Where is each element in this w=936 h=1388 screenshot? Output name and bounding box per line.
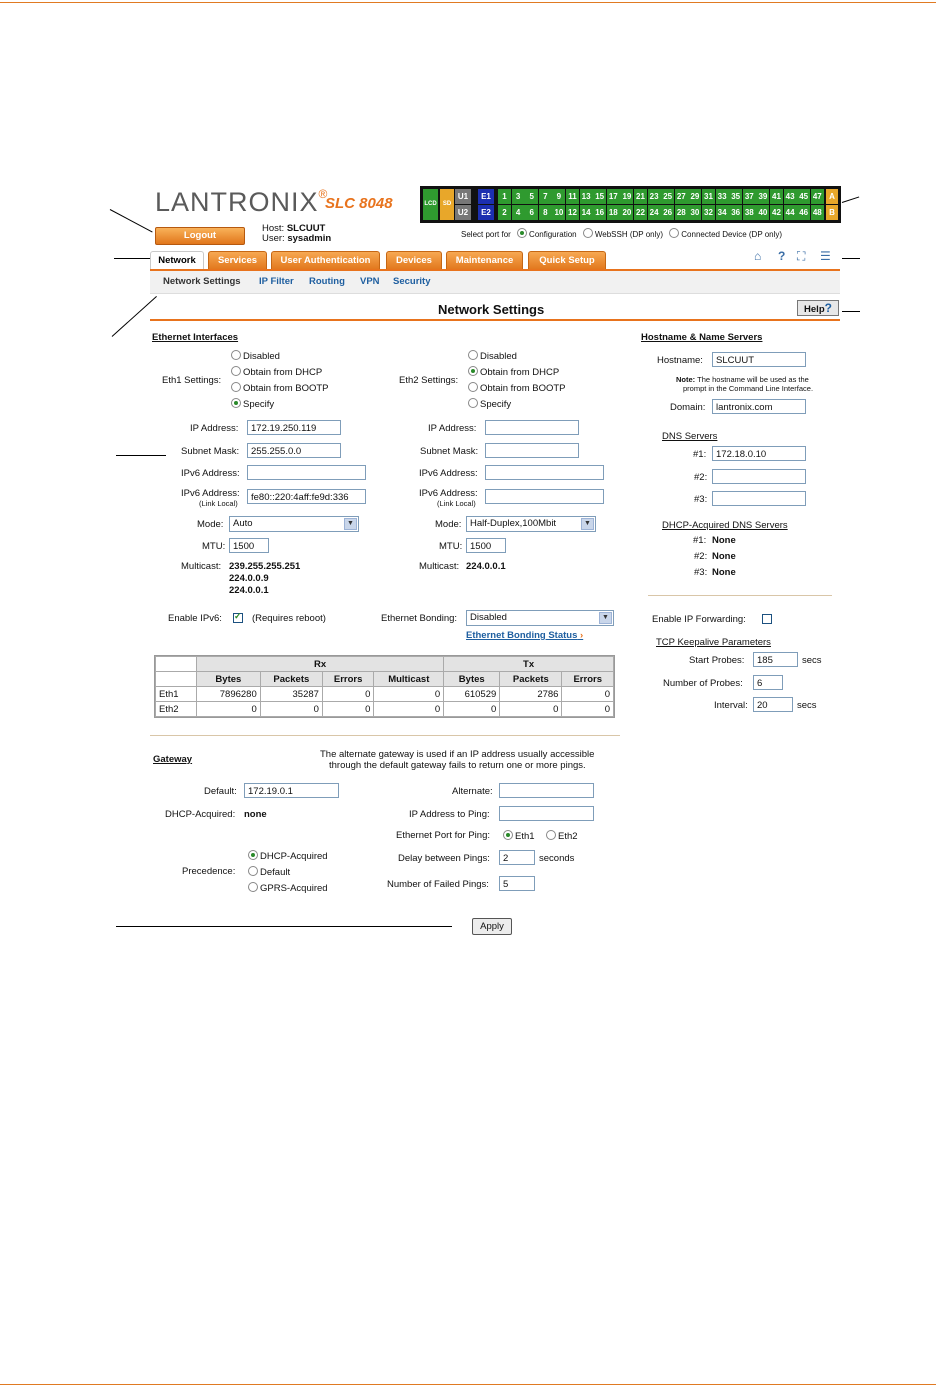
radio-connected-device[interactable] bbox=[669, 228, 679, 238]
cell: 0 bbox=[444, 702, 500, 717]
subnav-ip-filter[interactable]: IP Filter bbox=[259, 276, 294, 287]
bonding-label: Ethernet Bonding: bbox=[381, 613, 458, 624]
num-probes-input[interactable]: 6 bbox=[753, 675, 783, 690]
row-name: Eth1 bbox=[156, 687, 197, 702]
gateway-note-2: through the default gateway fails to return one or more pings. bbox=[329, 760, 586, 771]
interface-stats-table bbox=[154, 655, 615, 718]
ethernet-interfaces-heading: Ethernet Interfaces bbox=[152, 332, 239, 343]
dhcp-dns2-label: #2: bbox=[694, 551, 708, 562]
eth2-ipv6ll-label: IPv6 Address: bbox=[419, 488, 478, 499]
serial-port-41[interactable]: 41 bbox=[770, 189, 783, 204]
eth2-ip-label: IP Address: bbox=[428, 423, 477, 434]
start-probes-label: Start Probes: bbox=[689, 655, 745, 666]
model-name: SLC 8048 bbox=[325, 195, 393, 212]
col-rx-packets: Packets bbox=[260, 672, 322, 687]
serial-port-38[interactable]: 38 bbox=[743, 205, 756, 220]
stats-corner bbox=[156, 672, 197, 687]
eth1-ip-input[interactable]: 172.19.250.119 bbox=[247, 420, 341, 435]
col-rx-errors: Errors bbox=[322, 672, 373, 687]
stats-corner bbox=[156, 657, 197, 672]
interval-label: Interval: bbox=[714, 700, 748, 711]
start-probes-input[interactable]: 185 bbox=[753, 652, 798, 667]
start-probes-unit: secs bbox=[802, 655, 822, 666]
dns1-input[interactable]: 172.18.0.10 bbox=[712, 446, 806, 461]
callout-line bbox=[112, 296, 157, 337]
tab-quick-setup[interactable]: Quick Setup bbox=[528, 251, 606, 270]
tx-header: Tx bbox=[444, 657, 614, 672]
logout-button[interactable]: Logout bbox=[155, 227, 245, 245]
port-status-panel bbox=[420, 186, 841, 223]
tab-network[interactable]: Network bbox=[150, 251, 204, 270]
domain-input[interactable]: lantronix.com bbox=[712, 399, 806, 414]
enable-ipv6-checkbox[interactable] bbox=[233, 613, 243, 623]
serial-port-30[interactable]: 30 bbox=[688, 205, 701, 220]
hostname-label: Hostname: bbox=[657, 355, 703, 366]
dhcp-dns3-value: None bbox=[712, 567, 736, 578]
page-title: Network Settings bbox=[438, 302, 545, 317]
col-tx-bytes: Bytes bbox=[444, 672, 500, 687]
row-name: Eth2 bbox=[156, 702, 197, 717]
eth2-ipv6-label: IPv6 Address: bbox=[419, 468, 478, 479]
serial-port-48[interactable]: 48 bbox=[811, 205, 824, 220]
cell: 0 bbox=[260, 702, 322, 717]
eth1-mask-label: Subnet Mask: bbox=[181, 446, 240, 457]
eth1-opt-bootp[interactable]: Obtain from BOOTP bbox=[231, 382, 329, 394]
serial-port-16[interactable]: 16 bbox=[593, 205, 606, 220]
eth1-mtu-label: MTU: bbox=[202, 541, 226, 552]
serial-port-7[interactable]: 7 bbox=[539, 189, 552, 204]
serial-port-12[interactable]: 12 bbox=[566, 205, 579, 220]
dns3-label: #3: bbox=[694, 494, 708, 505]
precedence-label: Precedence: bbox=[182, 866, 236, 877]
cell: 0 bbox=[322, 687, 373, 702]
serial-port-17[interactable]: 17 bbox=[607, 189, 620, 204]
port-e1[interactable]: E1 bbox=[478, 189, 494, 204]
serial-port-43[interactable]: 43 bbox=[784, 189, 797, 204]
callout-line bbox=[842, 311, 860, 312]
hostname-input[interactable]: SLCUUT bbox=[712, 352, 806, 367]
eth-port-ping-label: Ethernet Port for Ping: bbox=[396, 830, 490, 841]
eth2-mtu-input[interactable]: 1500 bbox=[466, 538, 506, 553]
serial-port-34[interactable]: 34 bbox=[716, 205, 729, 220]
cell: 0 bbox=[374, 702, 444, 717]
serial-port-25[interactable]: 25 bbox=[661, 189, 674, 204]
title-underline bbox=[150, 319, 840, 321]
cell: 35287 bbox=[260, 687, 322, 702]
serial-port-40[interactable]: 40 bbox=[756, 205, 769, 220]
dns2-input[interactable] bbox=[712, 469, 806, 484]
interval-unit: secs bbox=[797, 700, 817, 711]
serial-port-8[interactable]: 8 bbox=[539, 205, 552, 220]
alternate-input[interactable] bbox=[499, 783, 594, 798]
table-row bbox=[156, 702, 614, 717]
callout-line bbox=[110, 209, 153, 232]
callout-line bbox=[116, 926, 452, 927]
col-tx-errors: Errors bbox=[562, 672, 614, 687]
dhcp-dns1-value: None bbox=[712, 535, 736, 546]
serial-port-23[interactable]: 23 bbox=[648, 189, 661, 204]
cell: 0 bbox=[562, 687, 614, 702]
serial-port-26[interactable]: 26 bbox=[661, 205, 674, 220]
serial-port-28[interactable]: 28 bbox=[675, 205, 688, 220]
top-rule bbox=[0, 2, 936, 3]
radio-configuration[interactable] bbox=[517, 228, 527, 238]
eth1-multicast-2: 224.0.0.9 bbox=[229, 573, 269, 584]
col-tx-packets: Packets bbox=[500, 672, 562, 687]
serial-port-31[interactable]: 31 bbox=[702, 189, 715, 204]
ip-forwarding-label: Enable IP Forwarding: bbox=[652, 614, 746, 625]
chevron-down-icon: ▼ bbox=[581, 518, 594, 530]
serial-port-27[interactable]: 27 bbox=[675, 189, 688, 204]
eth1-opt-specify[interactable]: Specify bbox=[231, 398, 274, 410]
serial-port-35[interactable]: 35 bbox=[729, 189, 742, 204]
port-u1[interactable]: U1 bbox=[455, 189, 471, 204]
serial-port-18[interactable]: 18 bbox=[607, 205, 620, 220]
enable-ipv6-label: Enable IPv6: bbox=[168, 613, 222, 624]
callout-line bbox=[842, 258, 860, 259]
sd-indicator[interactable]: SD bbox=[440, 189, 454, 220]
serial-port-15[interactable]: 15 bbox=[593, 189, 606, 204]
serial-port-21[interactable]: 21 bbox=[634, 189, 647, 204]
bonding-status-link[interactable]: Ethernet Bonding Status › bbox=[466, 630, 584, 641]
default-gateway-input[interactable]: 172.19.0.1 bbox=[244, 783, 339, 798]
dhcp-dns2-value: None bbox=[712, 551, 736, 562]
ip-ping-input[interactable] bbox=[499, 806, 594, 821]
dns3-input[interactable] bbox=[712, 491, 806, 506]
eth2-opt-disabled[interactable]: Disabled bbox=[468, 350, 517, 362]
eth1-opt-dhcp[interactable]: Obtain from DHCP bbox=[231, 366, 322, 378]
serial-port-1[interactable]: 1 bbox=[498, 189, 511, 204]
col-rx-multicast: Multicast bbox=[374, 672, 444, 687]
eth2-mtu-label: MTU: bbox=[439, 541, 463, 552]
serial-port-39[interactable]: 39 bbox=[756, 189, 769, 204]
gateway-note-1: The alternate gateway is used if an IP address usually accessible bbox=[320, 749, 595, 760]
eth1-mtu-input[interactable]: 1500 bbox=[229, 538, 269, 553]
col-rx-bytes: Bytes bbox=[197, 672, 261, 687]
ping-port-eth1[interactable]: Eth1 bbox=[503, 830, 535, 842]
tab-services[interactable]: Services bbox=[208, 251, 267, 270]
num-probes-label: Number of Probes: bbox=[663, 678, 743, 689]
failed-pings-input[interactable]: 5 bbox=[499, 876, 535, 891]
cell: 2786 bbox=[500, 687, 562, 702]
prec-gprs[interactable]: GPRS-Acquired bbox=[248, 882, 328, 894]
cell: 0 bbox=[562, 702, 614, 717]
serial-port-2[interactable]: 2 bbox=[498, 205, 511, 220]
prec-default[interactable]: Default bbox=[248, 866, 290, 878]
eth2-opt-dhcp[interactable]: Obtain from DHCP bbox=[468, 366, 559, 378]
gateway-heading: Gateway bbox=[153, 754, 193, 765]
dns-servers-heading: DNS Servers bbox=[662, 431, 718, 442]
table-row bbox=[156, 687, 614, 702]
serial-port-9[interactable]: 9 bbox=[552, 189, 565, 204]
help-icon[interactable]: ? bbox=[778, 249, 786, 263]
hostname-heading: Hostname & Name Servers bbox=[641, 332, 763, 343]
dhcp-acquired-label: DHCP-Acquired: bbox=[165, 809, 236, 820]
serial-port-32[interactable]: 32 bbox=[702, 205, 715, 220]
eth1-settings-label: Eth1 Settings: bbox=[162, 375, 222, 386]
serial-port-46[interactable]: 46 bbox=[797, 205, 810, 220]
eth2-settings-label: Eth2 Settings: bbox=[399, 375, 459, 386]
callout-line bbox=[842, 196, 859, 203]
ip-forwarding-checkbox[interactable] bbox=[762, 614, 772, 624]
serial-port-47[interactable]: 47 bbox=[811, 189, 824, 204]
divider bbox=[648, 595, 832, 596]
help-button[interactable]: Help? bbox=[797, 300, 839, 316]
dns1-label: #1: bbox=[693, 449, 707, 460]
tab-maintenance[interactable]: Maintenance bbox=[446, 251, 523, 270]
serial-port-6[interactable]: 6 bbox=[525, 205, 538, 220]
serial-port-29[interactable]: 29 bbox=[688, 189, 701, 204]
expand-icon[interactable]: ⛶ bbox=[797, 249, 806, 263]
port-e2[interactable]: E2 bbox=[478, 205, 494, 220]
eth1-multicast-1: 239.255.255.251 bbox=[229, 561, 301, 572]
serial-port-3[interactable]: 3 bbox=[512, 189, 525, 204]
eth1-multicast-3: 224.0.0.1 bbox=[229, 585, 269, 596]
apply-button[interactable]: Apply bbox=[472, 918, 512, 935]
eth2-link-local-note: (Link Local) bbox=[437, 499, 476, 508]
radio-webssh[interactable] bbox=[583, 228, 593, 238]
ping-port-eth2[interactable]: Eth2 bbox=[546, 830, 578, 842]
eth1-mode-label: Mode: bbox=[197, 519, 224, 530]
eth1-ipv6-label: IPv6 Address: bbox=[181, 468, 240, 479]
bottom-rule bbox=[0, 1384, 936, 1385]
host-info: Host: SLCUUT User: sysadmin bbox=[262, 223, 332, 244]
cell: 0 bbox=[197, 702, 261, 717]
cell: 7896280 bbox=[197, 687, 261, 702]
cell: 0 bbox=[374, 687, 444, 702]
tab-user-authentication[interactable]: User Authentication bbox=[271, 251, 380, 270]
serial-port-20[interactable]: 20 bbox=[620, 205, 633, 220]
port-b[interactable]: B bbox=[826, 205, 838, 220]
delay-label: Delay between Pings: bbox=[398, 853, 490, 864]
domain-label: Domain: bbox=[670, 402, 706, 413]
lantronix-logo: LANTRONIX® bbox=[155, 187, 329, 217]
tcp-keepalive-heading: TCP Keepalive Parameters bbox=[656, 637, 771, 648]
sub-navigation bbox=[150, 271, 840, 294]
port-a[interactable]: A bbox=[826, 189, 838, 204]
home-icon[interactable]: ⌂ bbox=[754, 249, 762, 263]
serial-port-33[interactable]: 33 bbox=[716, 189, 729, 204]
cell: 610529 bbox=[444, 687, 500, 702]
divider bbox=[150, 735, 620, 736]
dhcp-dns3-label: #3: bbox=[694, 567, 708, 578]
ip-ping-label: IP Address to Ping: bbox=[409, 809, 490, 820]
log-icon[interactable]: ☰ bbox=[820, 249, 831, 263]
callout-line bbox=[116, 455, 166, 456]
serial-port-22[interactable]: 22 bbox=[634, 205, 647, 220]
serial-port-13[interactable]: 13 bbox=[580, 189, 593, 204]
default-gateway-label: Default: bbox=[204, 786, 237, 797]
lcd-indicator[interactable]: LCD bbox=[423, 189, 438, 220]
serial-port-11[interactable]: 11 bbox=[566, 189, 579, 204]
eth1-ip-label: IP Address: bbox=[190, 423, 239, 434]
subnav-network-settings[interactable]: Network Settings bbox=[163, 276, 241, 287]
eth1-opt-disabled[interactable]: Disabled bbox=[231, 350, 280, 362]
eth2-mask-label: Subnet Mask: bbox=[420, 446, 479, 457]
eth1-link-local-note: (Link Local) bbox=[199, 499, 238, 508]
eth1-ipv6ll-input[interactable]: fe80::220:4aff:fe9d:336 bbox=[247, 489, 366, 504]
serial-port-19[interactable]: 19 bbox=[620, 189, 633, 204]
eth2-multicast-label: Multicast: bbox=[419, 561, 460, 572]
eth1-mask-input[interactable]: 255.255.0.0 bbox=[247, 443, 341, 458]
eth2-opt-specify[interactable]: Specify bbox=[468, 398, 511, 410]
tab-devices[interactable]: Devices bbox=[386, 251, 442, 270]
eth2-mask-input[interactable] bbox=[485, 443, 579, 458]
eth2-multicast-1: 224.0.0.1 bbox=[466, 561, 506, 572]
subnav-vpn[interactable]: VPN bbox=[360, 276, 380, 287]
requires-reboot-note: (Requires reboot) bbox=[252, 613, 326, 624]
serial-port-45[interactable]: 45 bbox=[797, 189, 810, 204]
eth1-ipv6-input[interactable] bbox=[247, 465, 366, 480]
chevron-down-icon: ▼ bbox=[599, 612, 612, 624]
eth2-ip-input[interactable] bbox=[485, 420, 579, 435]
serial-port-42[interactable]: 42 bbox=[770, 205, 783, 220]
serial-port-10[interactable]: 10 bbox=[552, 205, 565, 220]
port-select-mode: Select port for Configuration WebSSH (DP only) Connected Device (DP only) bbox=[461, 230, 783, 239]
serial-port-36[interactable]: 36 bbox=[729, 205, 742, 220]
delay-unit: seconds bbox=[539, 853, 575, 864]
serial-port-24[interactable]: 24 bbox=[648, 205, 661, 220]
serial-port-5[interactable]: 5 bbox=[525, 189, 538, 204]
serial-port-4[interactable]: 4 bbox=[512, 205, 525, 220]
interval-input[interactable]: 20 bbox=[753, 697, 793, 712]
cell: 0 bbox=[500, 702, 562, 717]
rx-header: Rx bbox=[197, 657, 444, 672]
bonding-select[interactable]: Disabled ▼ bbox=[466, 610, 614, 626]
eth1-mode-select[interactable]: Auto ▼ bbox=[229, 516, 359, 532]
delay-input[interactable]: 2 bbox=[499, 850, 535, 865]
eth1-ipv6ll-label: IPv6 Address: bbox=[181, 488, 240, 499]
serial-port-14[interactable]: 14 bbox=[580, 205, 593, 220]
callout-line bbox=[114, 258, 152, 259]
serial-port-44[interactable]: 44 bbox=[784, 205, 797, 220]
subnav-security[interactable]: Security bbox=[393, 276, 431, 287]
alternate-label: Alternate: bbox=[452, 786, 493, 797]
eth2-mode-label: Mode: bbox=[435, 519, 462, 530]
failed-pings-label: Number of Failed Pings: bbox=[387, 879, 489, 890]
dhcp-dns1-label: #1: bbox=[693, 535, 707, 546]
dns2-label: #2: bbox=[694, 472, 708, 483]
eth2-opt-bootp[interactable]: Obtain from BOOTP bbox=[468, 382, 566, 394]
chevron-right-icon: › bbox=[577, 630, 584, 641]
eth1-multicast-label: Multicast: bbox=[181, 561, 222, 572]
serial-port-37[interactable]: 37 bbox=[743, 189, 756, 204]
hostname-note-2: prompt in the Command Line Interface. bbox=[683, 384, 814, 393]
eth2-mode-select[interactable]: Half-Duplex,100Mbit ▼ bbox=[466, 516, 596, 532]
hostname-note: Note: The hostname will be used as the bbox=[676, 375, 809, 384]
subnav-routing[interactable]: Routing bbox=[309, 276, 345, 287]
dhcp-dns-heading: DHCP-Acquired DNS Servers bbox=[662, 520, 788, 531]
eth2-ipv6ll-input[interactable] bbox=[485, 489, 604, 504]
cell: 0 bbox=[322, 702, 373, 717]
dhcp-acquired-value: none bbox=[244, 809, 267, 820]
chevron-down-icon: ▼ bbox=[344, 518, 357, 530]
eth2-ipv6-input[interactable] bbox=[485, 465, 604, 480]
port-u2[interactable]: U2 bbox=[455, 205, 471, 220]
prec-dhcp[interactable]: DHCP-Acquired bbox=[248, 850, 328, 862]
